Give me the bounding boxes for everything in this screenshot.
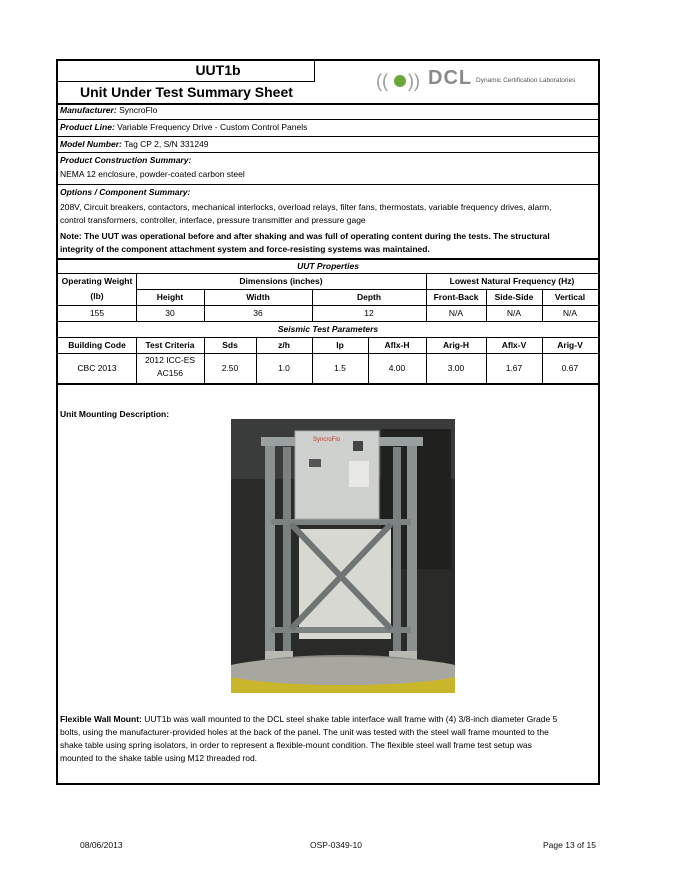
mounting-label: Unit Mounting Description: [60,409,170,419]
svg-text:)): )) [408,71,420,91]
value-arig-v: 0.67 [561,362,579,373]
logo-tagline: Dynamic Certification Laboratories [476,77,576,84]
manufacturer-value: SyncroFlo [119,105,158,115]
frequency-header: Lowest Natural Frequency (Hz) [449,275,575,286]
value-side-side: N/A [506,307,522,318]
manufacturer-row [60,105,157,116]
construction-value: NEMA 12 enclosure, powder-coated carbon steel [60,169,245,179]
test-setup-photo [231,419,455,693]
value-arig-h: 3.00 [447,362,465,373]
mounting-desc-label: Flexible Wall Mount: [60,714,142,724]
footer-date: 08/06/2013 [80,840,123,850]
criteria-line-1: 2012 ICC-ES [144,355,196,365]
product-line-label: Product Line: [60,122,115,132]
criteria-line-2: AC156 [157,368,183,378]
construction-label-text: Product Construction Summary: [60,155,192,165]
col-building-code: Building Code [68,339,126,350]
col-arig-h: Arig-H [443,339,469,350]
col-arig-v: Arig-V [557,339,583,350]
value-height: 30 [165,307,175,318]
model-label: Model Number: [60,139,122,149]
footer-doc-number: OSP-0349-10 [310,840,362,850]
options-line-1: 208V, Circuit breakers, contactors, mechanical interlocks, overload relays, filter fans, thermostats, variable frequency drives, alarm, [60,202,552,212]
unit-id-box-border [58,61,315,82]
col-front-back: Front-Back [433,291,479,302]
options-label-text: Options / Component Summary: [60,187,191,197]
model-row [60,139,209,150]
dimensions-header: Dimensions (inches) [239,275,323,286]
options-label [60,187,190,198]
col-zh: z/h [278,339,290,350]
value-vertical: N/A [562,307,578,318]
mounting-desc-line-4: mounted to the shake table using M12 threaded rod. [60,753,258,763]
model-value: Tag CP 2, S/N 331249 [124,139,209,149]
uut-properties-title: UUT Properties [297,260,359,271]
logo-text: DCL [428,67,473,89]
value-aflx-h: 4.00 [388,362,406,373]
note-line-1: Note: The UUT was operational before and after shaking and was full of operating content during the tests. The structural [60,231,550,241]
col-vertical: Vertical [554,291,586,302]
value-test-criteria [136,354,204,382]
test-setup-photo-svg [231,419,455,693]
options-line-2: control transformers, controller, interface, pressure transmitter and pressure gage [60,215,366,225]
value-weight: 155 [89,307,105,318]
col-sds: Sds [222,339,238,350]
mounting-desc-line-2: bolts, using the manufacturer-provided holes at the back of the panel. The unit was tested with the steel wall frame mounted to the [60,727,549,737]
note-line-2: integrity of the component attachment system and force-resisting systems was maintained. [60,244,430,254]
mounting-desc-line-3: shake table using spring isolators, in order to represent a flexible-mount condition. The flexible steel wall frame test setup was [60,740,532,750]
col-height: Height [156,291,184,302]
value-width: 36 [253,307,263,318]
construction-label [60,155,191,166]
col-ip: Ip [336,339,344,350]
col-width: Width [246,291,270,302]
value-front-back: N/A [448,307,464,318]
col-aflx-h: Aflx-H [384,339,410,350]
unit-id: UUT1b [195,62,241,78]
mounting-desc-line-1 [60,714,557,725]
value-depth: 12 [364,307,374,318]
col-aflx-v: Aflx-V [501,339,527,350]
col-side-side: Side-Side [494,291,534,302]
col-depth: Depth [356,291,382,302]
mounting-desc-text-1: UUT1b was wall mounted to the DCL steel shake table interface wall frame with (4) 3/8-inch diameter Grade 5 [141,714,558,724]
sheet-title: Unit Under Test Summary Sheet [80,84,293,100]
value-aflx-v: 1.67 [505,362,523,373]
value-building-code: CBC 2013 [77,362,117,373]
value-zh: 1.0 [278,362,290,373]
product-line-row [60,122,307,133]
seismic-title: Seismic Test Parameters [277,323,379,334]
summary-sheet [56,59,600,785]
weight-header-1: Operating Weight [61,275,133,286]
weight-header-2: (lb) [90,290,104,301]
footer-page: Page 13 of 15 [543,840,596,850]
product-line-value: Variable Frequency Drive - Custom Control Panels [117,122,308,132]
value-ip: 1.5 [334,362,346,373]
manufacturer-label: Manufacturer: [60,105,117,115]
dcl-logo [376,67,596,95]
svg-text:((: (( [376,71,388,91]
value-sds: 2.50 [221,362,239,373]
photo-brand: SyncroFlo [313,437,341,443]
col-test-criteria: Test Criteria [145,339,195,350]
